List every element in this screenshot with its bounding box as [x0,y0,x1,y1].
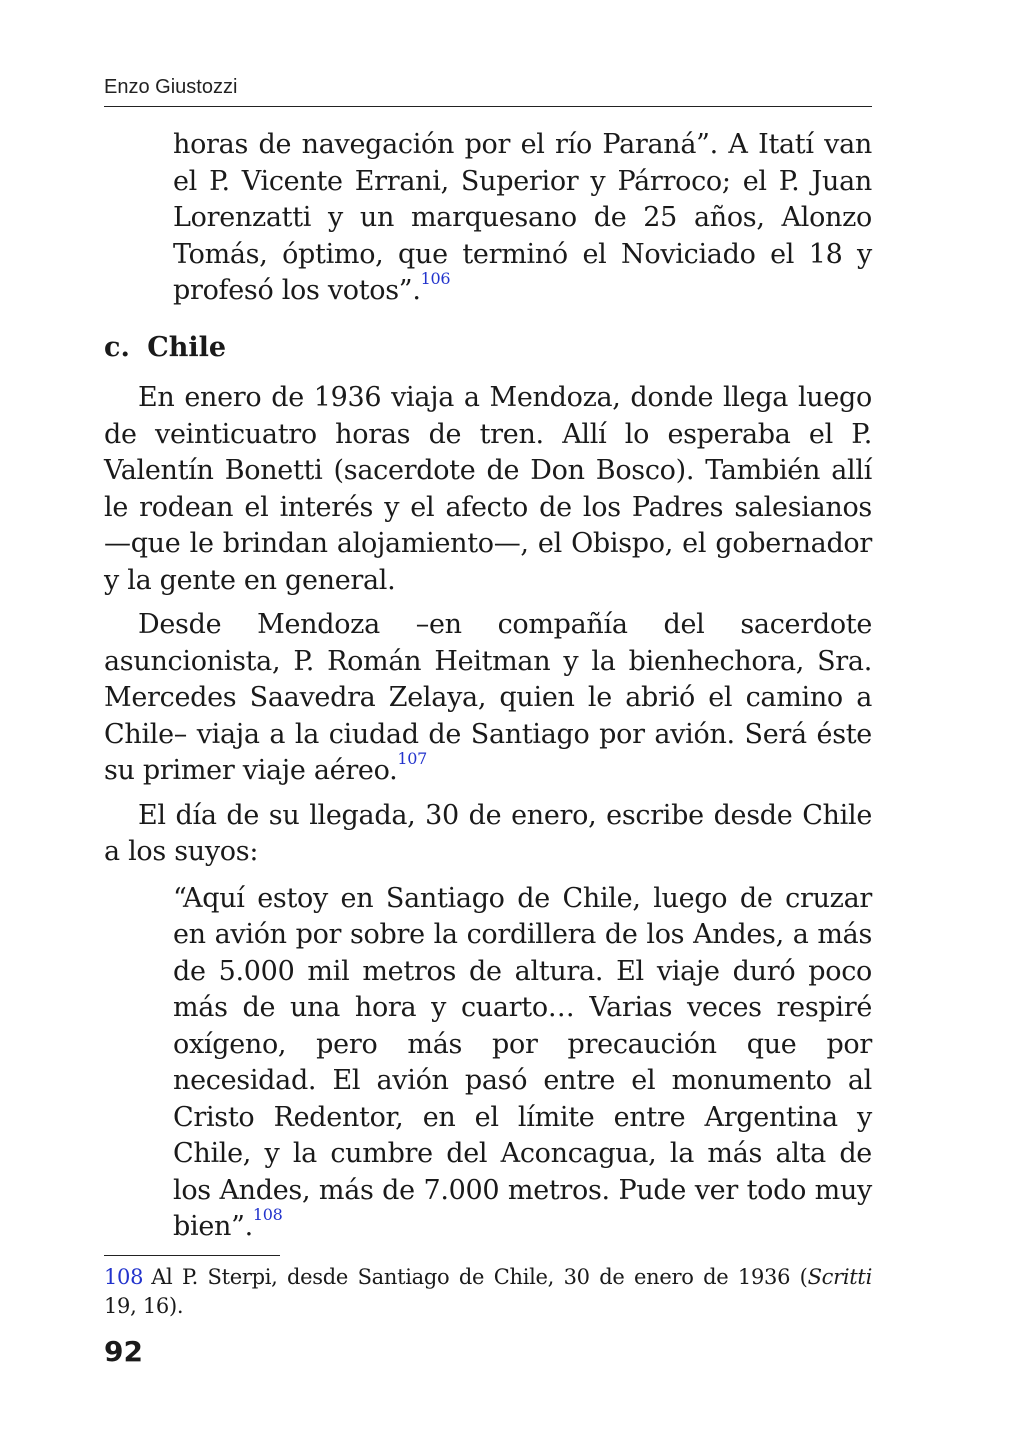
running-header: Enzo Giustozzi [104,76,238,98]
footnote-ref-107[interactable]: 107 [397,749,428,768]
block-quote-top-text: horas de navegación por el río Paraná”. A Itatí van el P. Vicente Errani, Superior y Párroco; el P. Juan Lorenzatti y un marquesano de 25 años, Alonzo Tomás, óptimo, que terminó el Noviciado el 18 y profesó los votos”. [173,129,872,306]
section-title: Chile [147,331,227,363]
paragraph-1 [104,380,872,599]
body-text [104,127,872,1246]
paragraph-2-text: Desde Mendoza –en compañía del sacerdote asuncionista, P. Román Heitman y la bienhechora, Sra. Mercedes Saavedra Zelaya, quien le abrió el camino a Chile– viaja a la ciudad de Santiago por avión. Será éste su primer viaje aéreo. [104,609,872,786]
book-page [104,0,872,1453]
footnote-rule [104,1255,280,1256]
footnote-text-after: 19, 16). [104,1294,184,1318]
footnote-text-before: Al P. Sterpi, desde Santiago de Chile, 30 de enero de 1936 ( [151,1265,808,1289]
paragraph-2 [104,607,872,790]
footnote-108 [104,1263,872,1321]
footnote-italic-title: Scritti [807,1265,872,1289]
block-quote-bottom-text: “Aquí estoy en Santiago de Chile, luego de cruzar en avión por sobre la cordillera de los Andes, a más de 5.000 mil metros de altura. El viaje duró poco más de una hora y cuarto… Varias veces respiré oxígeno, pero más por precaución que por necesidad. El avión pasó entre el monumento al Cristo Redentor, en el límite entre Argentina y Chile, y la cumbre del Aconcagua, la más alta de los Andes, más de 7.000 metros. Pude ver todo muy bien”. [173,882,872,1242]
paragraph-1-text: En enero de 1936 viaja a Mendoza, donde llega luego de veinticuatro horas de tren. Allí lo esperaba el P. Valentín Bonetti (sacerdote de Don Bosco). También allí le rodean el interés y el afecto de los Padres salesianos —que le brindan alojamiento—, el Obispo, el gobernador y la gente en general. [104,382,872,596]
section-heading [104,330,872,367]
page-number: 92 [104,1335,143,1368]
block-quote-bottom [173,881,872,1246]
footnote-number[interactable]: 108 [104,1265,144,1289]
footnote-ref-108[interactable]: 108 [252,1205,283,1224]
footnote-ref-106[interactable]: 106 [420,269,451,288]
block-quote-top [173,127,872,310]
paragraph-3 [104,798,872,871]
section-letter: c. [104,331,130,363]
paragraph-3-text: El día de su llegada, 30 de enero, escribe desde Chile a los suyos: [104,799,872,867]
header-rule [104,106,872,107]
